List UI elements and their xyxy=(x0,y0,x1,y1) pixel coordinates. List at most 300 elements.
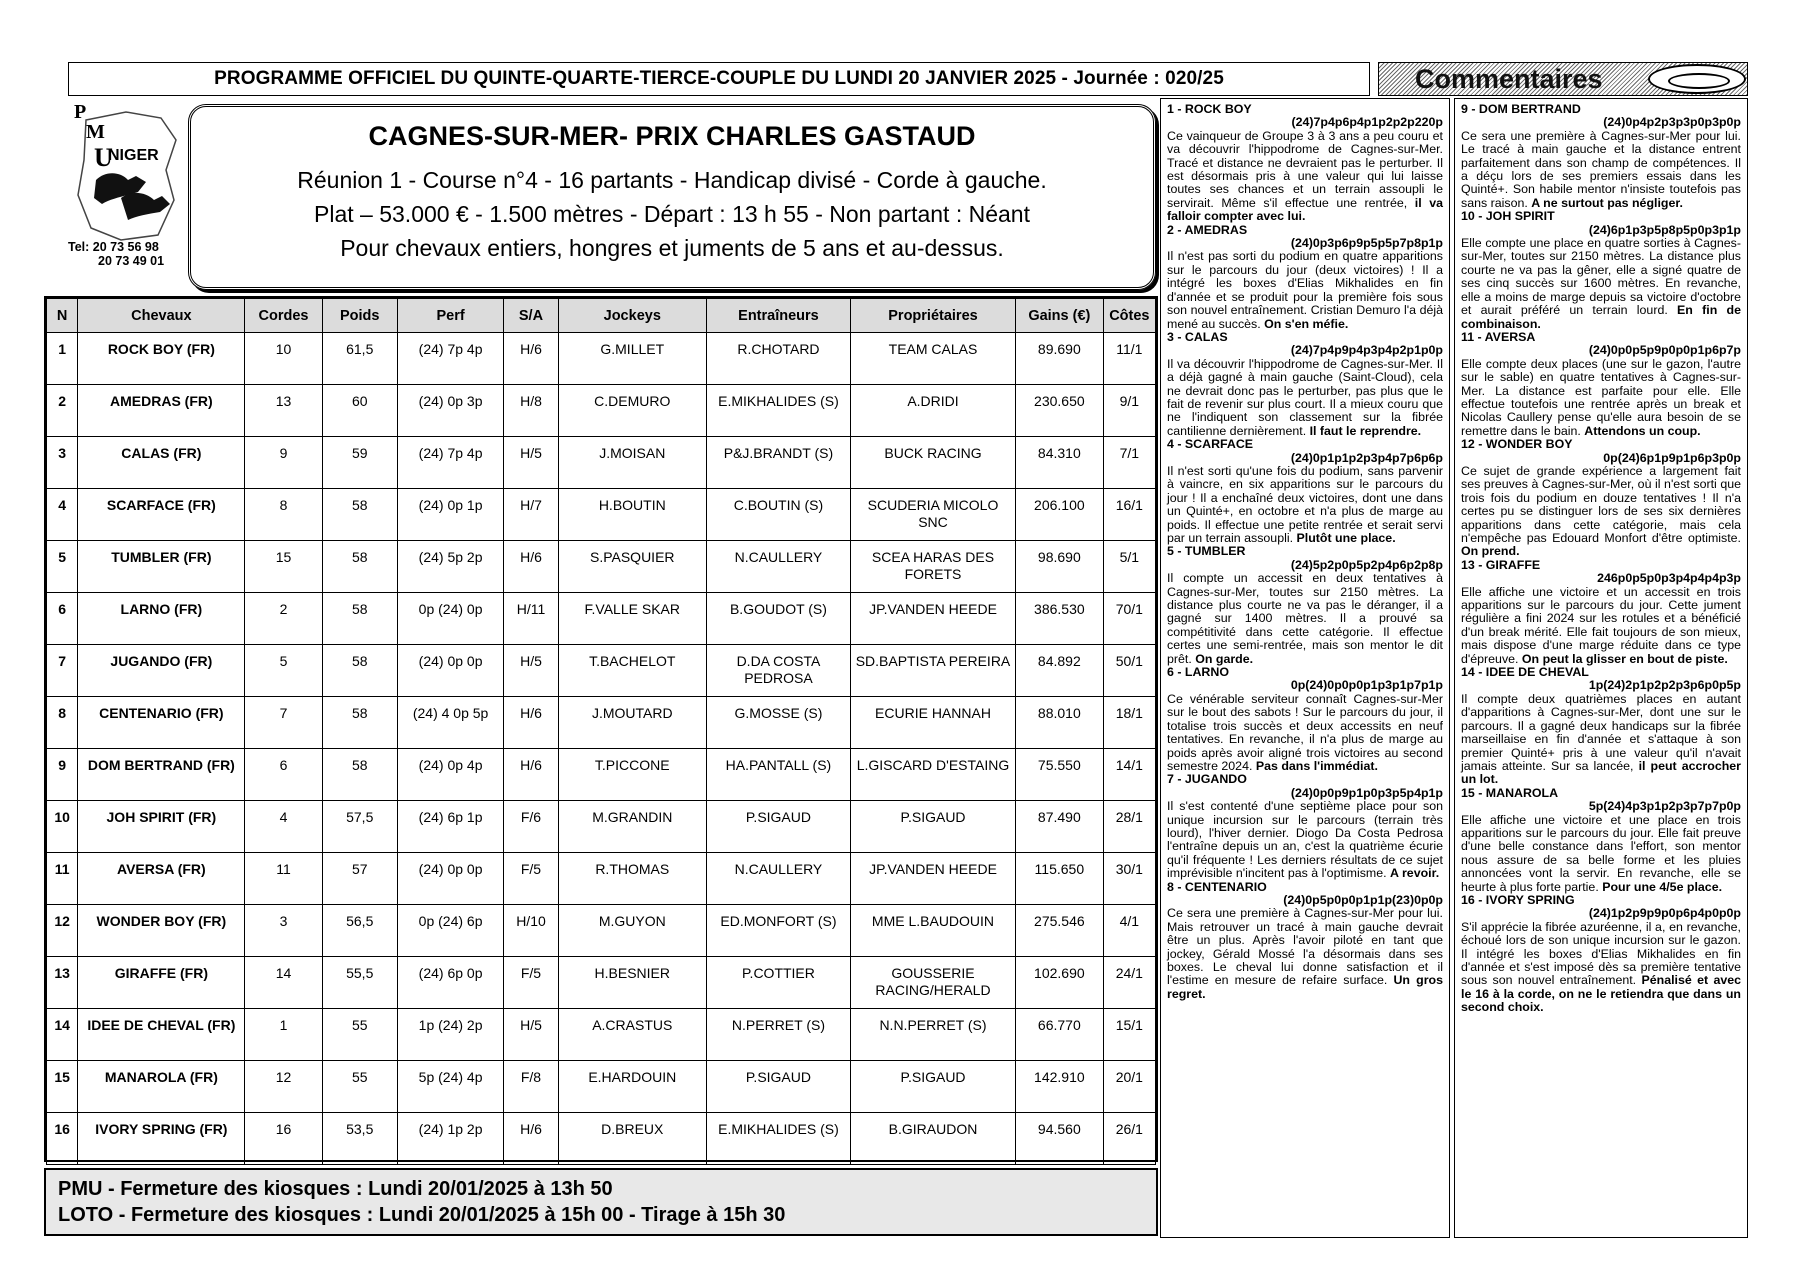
comment-verdict: On peut la glisser en bout de piste. xyxy=(1521,651,1728,666)
comment-entry xyxy=(1167,666,1443,773)
table-cell: 230.650 xyxy=(1015,385,1103,437)
comment-text: Il n'est sorti qu'une fois du podium, sans parvenir à vaincre, en six apparitions sur le parcours du jour ! Il a enchaîné deux victoires, dont une dans un Quinté+, en octobre et n'a plus de marge au poids. Il effectue une petite rentrée et serait servi par un terrain assoupli. Plutôt une place. xyxy=(1167,463,1443,545)
runners-table xyxy=(44,296,1158,1162)
comment-entry xyxy=(1461,559,1741,666)
table-cell: 58 xyxy=(322,645,397,697)
table-cell: 5p (24) 4p xyxy=(397,1061,504,1113)
column-header: N xyxy=(47,299,78,333)
svg-text:P: P xyxy=(74,101,87,123)
table-cell: (24) 4 0p 5p xyxy=(397,697,504,749)
column-header: Gains (€) xyxy=(1015,299,1103,333)
table-cell: 20/1 xyxy=(1103,1061,1155,1113)
table-cell: 4 xyxy=(245,801,322,853)
table-cell: H/6 xyxy=(504,1113,558,1165)
comment-verdict: Attendons un coup. xyxy=(1584,423,1701,438)
table-cell: 50/1 xyxy=(1103,645,1155,697)
table-cell: 3 xyxy=(47,437,78,489)
table-cell: H/6 xyxy=(504,333,558,385)
table-cell: H.BOUTIN xyxy=(558,489,706,541)
table-cell: 8 xyxy=(47,697,78,749)
table-cell: A.CRASTUS xyxy=(558,1009,706,1061)
table-cell: 70/1 xyxy=(1103,593,1155,645)
column-header: Poids xyxy=(322,299,397,333)
table-cell: P.SIGAUD xyxy=(706,801,850,853)
column-header: Côtes xyxy=(1103,299,1155,333)
table-cell: B.GIRAUDON xyxy=(851,1113,1016,1165)
table-cell: 84.310 xyxy=(1015,437,1103,489)
table-cell: (24) 0p 0p xyxy=(397,853,504,905)
table-cell: 14 xyxy=(47,1009,78,1061)
comment-text: Elle compte une place en quatre sorties à Cagnes-sur-Mer, toutes sur 2150 mètres. La distance plus courte ne va pas la gêner, elle a signé quatre de ses cinq succès sur 1600 mètres. En revanche, elle a moins de marge depuis sa victoire d'octobre et aurait préféré un terrain lourd. En fin de combinaison. xyxy=(1461,236,1741,331)
table-cell: (24) 0p 0p xyxy=(397,645,504,697)
table-cell: IDEE DE CHEVAL (FR) xyxy=(78,1009,245,1061)
table-cell: 2 xyxy=(245,593,322,645)
table-cell: 14 xyxy=(245,957,322,1009)
comment-verdict: Pour une 4/5e place. xyxy=(1602,879,1723,894)
table-cell: 58 xyxy=(322,697,397,749)
table-cell: 11 xyxy=(47,853,78,905)
table-cell: 55,5 xyxy=(322,957,397,1009)
column-header: Entraîneurs xyxy=(706,299,850,333)
comment-horse-name: 16 - IVORY SPRING xyxy=(1461,892,1575,907)
comment-verdict: il va falloir compter avec lui. xyxy=(1167,195,1443,224)
table-cell: N.CAULLERY xyxy=(706,853,850,905)
table-cell: 61,5 xyxy=(322,333,397,385)
table-cell: 115.650 xyxy=(1015,853,1103,905)
table-cell: (24) 0p 1p xyxy=(397,489,504,541)
comment-verdict: Un gros regret. xyxy=(1167,973,1443,1001)
table-cell: 275.546 xyxy=(1015,905,1103,957)
table-cell: 16 xyxy=(47,1113,78,1165)
comment-performance: (24)0p0p5p9p0p0p1p6p7p xyxy=(1588,343,1741,358)
table-row xyxy=(47,957,1156,1009)
table-row xyxy=(47,1061,1156,1113)
table-cell: J.MOISAN xyxy=(558,437,706,489)
table-row xyxy=(47,1009,1156,1061)
comment-text: Elle compte deux places (une sur le gazon, l'autre sur le sable) en quatre tentatives à Cagnes-sur-Mer. La distance est parfaite pour elle. Elle effectue toutefois une rentrée après un break et Nicolas Caullery pense qu'elle aura besoin de se remettre dans le bain. Attendons un coup. xyxy=(1461,356,1741,438)
table-cell: 28/1 xyxy=(1103,801,1155,853)
table-cell: 16/1 xyxy=(1103,489,1155,541)
table-cell: M.GUYON xyxy=(558,905,706,957)
table-cell: 87.490 xyxy=(1015,801,1103,853)
table-cell: CENTENARIO (FR) xyxy=(78,697,245,749)
comment-verdict: On garde. xyxy=(1195,651,1254,666)
svg-text:M: M xyxy=(86,121,105,143)
racing-logo-icon xyxy=(1648,64,1746,94)
table-cell: H.BESNIER xyxy=(558,957,706,1009)
comment-performance: (24)0p0p9p1p0p3p5p4p1p xyxy=(1290,785,1443,800)
comment-text: Il compte un accessit en deux tentatives à Cagnes-sur-Mer, toutes sur 2150 mètres. La distance plus courte ne va pas le déranger, il a gagné sur 1400 mètres. Il a prouvé sa compétitivité dans cette catégorie. Il effectue certes une semi-rentrée, mais son mentor le dit prêt. On garde. xyxy=(1167,571,1443,666)
comment-performance: 1p(24)2p1p2p2p3p6p0p5p xyxy=(1588,678,1741,693)
table-cell: 13 xyxy=(47,957,78,1009)
table-cell: 10 xyxy=(245,333,322,385)
column-header: Cordes xyxy=(245,299,322,333)
table-cell: 75.550 xyxy=(1015,749,1103,801)
comment-verdict: A ne surtout pas négliger. xyxy=(1531,195,1683,210)
comment-text: Il compte deux quatrièmes places en autant d'apparitions à Cagnes-sur-Mer, dont une sur le parcours. Il a gagné deux handicaps sur la fibrée marseillaise en fin d'année et s'attaque à son premier Quinté+ pris à une valeur qu'il n'avait jamais atteinte. Sur sa lancée, il peut accrocher un lot. xyxy=(1461,691,1741,787)
table-cell: 1 xyxy=(47,333,78,385)
comment-verdict: Pas dans l'immédiat. xyxy=(1255,758,1378,773)
table-cell: 13 xyxy=(245,385,322,437)
table-cell: BUCK RACING xyxy=(851,437,1016,489)
table-cell: 5/1 xyxy=(1103,541,1155,593)
table-cell: G.MILLET xyxy=(558,333,706,385)
table-cell: 26/1 xyxy=(1103,1113,1155,1165)
table-cell: 18/1 xyxy=(1103,697,1155,749)
table-cell: ECURIE HANNAH xyxy=(851,697,1016,749)
comment-entry xyxy=(1167,881,1443,1002)
table-cell: P&J.BRANDT (S) xyxy=(706,437,850,489)
table-row xyxy=(47,645,1156,697)
table-cell: 55 xyxy=(322,1061,397,1113)
comment-horse-name: 5 - TUMBLER xyxy=(1167,544,1246,559)
table-cell: H/5 xyxy=(504,1009,558,1061)
comment-performance: (24)7p4p6p4p1p2p2p220p xyxy=(1291,115,1443,130)
comment-text: Il s'est contenté d'une septième place pour son unique incursion sur le parcours (terrain très lourd), l'hiver dernier. Diogo Da Costa Pedrosa l'entraîne depuis un an, c'est la quatrième écurie qu'il fréquente ! Les derniers résultats de ce sujet imprévisible n'incitent pas à l'optimisme. A revoir. xyxy=(1167,799,1443,881)
table-cell: D.BREUX xyxy=(558,1113,706,1165)
table-cell: HA.PANTALL (S) xyxy=(706,749,850,801)
table-cell: 11/1 xyxy=(1103,333,1155,385)
table-cell: 6 xyxy=(245,749,322,801)
table-cell: H/5 xyxy=(504,645,558,697)
table-cell: T.BACHELOT xyxy=(558,645,706,697)
table-row xyxy=(47,801,1156,853)
comment-horse-name: 4 - SCARFACE xyxy=(1167,437,1254,452)
table-cell: G.MOSSE (S) xyxy=(706,697,850,749)
comment-performance: 0p(24)6p1p9p1p6p3p0p xyxy=(1603,450,1741,465)
comment-horse-name: 7 - JUGANDO xyxy=(1167,772,1247,787)
table-cell: B.GOUDOT (S) xyxy=(706,593,850,645)
table-row xyxy=(47,385,1156,437)
table-cell: ED.MONFORT (S) xyxy=(706,905,850,957)
table-cell: H/6 xyxy=(504,697,558,749)
table-cell: P.SIGAUD xyxy=(851,801,1016,853)
comment-entry xyxy=(1461,894,1741,1015)
table-cell: 58 xyxy=(322,593,397,645)
comment-entry xyxy=(1461,103,1741,210)
comment-performance: 0p(24)0p0p0p1p3p1p7p1p xyxy=(1290,678,1443,693)
table-row xyxy=(47,437,1156,489)
table-cell: 386.530 xyxy=(1015,593,1103,645)
comment-verdict: Il faut le reprendre. xyxy=(1309,423,1422,438)
table-cell: F.VALLE SKAR xyxy=(558,593,706,645)
pmu-closing: PMU - Fermeture des kiosques : Lundi 20/01/2025 à 13h 50 xyxy=(58,1178,613,1200)
comment-entry xyxy=(1167,545,1443,666)
table-cell: (24) 7p 4p xyxy=(397,437,504,489)
comment-text: Ce sujet de grande expérience a largement fait ses preuves à Cagnes-sur-Mer, où il n'est sorti que trois fois du podium en douze tentatives ! Il n'a certes pu se distinguer lors de ses six dernières apparitions dans cette catégorie, mais cela n'empêche pas Edouard Monfort d'être optimiste. On prend. xyxy=(1461,463,1741,559)
table-cell: P.COTTIER xyxy=(706,957,850,1009)
table-cell: 142.910 xyxy=(1015,1061,1103,1113)
comment-performance: (24)0p1p1p2p3p4p7p6p6p xyxy=(1290,450,1443,465)
table-cell: H/6 xyxy=(504,749,558,801)
comment-performance: (24)0p3p6p9p5p5p7p8p1p xyxy=(1290,236,1443,251)
table-cell: N.PERRET (S) xyxy=(706,1009,850,1061)
comment-performance: (24)0p4p2p3p3p0p3p0p xyxy=(1603,115,1741,130)
table-cell: 15 xyxy=(245,541,322,593)
comment-horse-name: 11 - AVERSA xyxy=(1461,329,1536,344)
table-cell: 15/1 xyxy=(1103,1009,1155,1061)
table-cell: 7/1 xyxy=(1103,437,1155,489)
comment-horse-name: 14 - IDEE DE CHEVAL xyxy=(1461,665,1589,680)
table-cell: 5 xyxy=(47,541,78,593)
table-cell: LARNO (FR) xyxy=(78,593,245,645)
comment-text: Elle affiche une victoire et une place en trois apparitions sur le parcours du jour. Elle fait preuve d'une belle constance dans l'effort, son mentor nous assure de sa belle forme et les pluies annoncées vont la servir. En revanche, elle se heurte à plus forte partie. Pour une 4/5e place. xyxy=(1461,812,1741,894)
comment-performance: 5p(24)4p3p1p2p3p7p7p0p xyxy=(1588,799,1741,814)
table-cell: 12 xyxy=(245,1061,322,1113)
table-cell: 58 xyxy=(322,541,397,593)
table-cell: P.SIGAUD xyxy=(706,1061,850,1113)
comment-horse-name: 8 - CENTENARIO xyxy=(1167,879,1267,894)
table-row xyxy=(47,905,1156,957)
table-cell: 53,5 xyxy=(322,1113,397,1165)
comment-verdict: En fin de combinaison. xyxy=(1461,303,1741,331)
table-row xyxy=(47,333,1156,385)
table-cell: H/7 xyxy=(504,489,558,541)
table-cell: 11 xyxy=(245,853,322,905)
table-cell: L.GISCARD D'ESTAING xyxy=(851,749,1016,801)
table-cell: DOM BERTRAND (FR) xyxy=(78,749,245,801)
table-cell: GIRAFFE (FR) xyxy=(78,957,245,1009)
comment-entry xyxy=(1167,438,1443,545)
table-cell: 24/1 xyxy=(1103,957,1155,1009)
table-row xyxy=(47,749,1156,801)
column-header: Perf xyxy=(397,299,504,333)
table-cell: IVORY SPRING (FR) xyxy=(78,1113,245,1165)
table-cell: AVERSA (FR) xyxy=(78,853,245,905)
table-cell: 9 xyxy=(245,437,322,489)
table-cell: 56,5 xyxy=(322,905,397,957)
table-cell: 6 xyxy=(47,593,78,645)
table-cell: R.CHOTARD xyxy=(706,333,850,385)
column-header: S/A xyxy=(504,299,558,333)
comment-text: Ce sera une première à Cagnes-sur-Mer pour lui. Mais retrouver un tracé à main gauche devrait être un plus. Après l'avoir piloté en tant que jockey, Gérald Mossé l'a désormais dans ses boxes. Le cheval lui donne satisfaction et il l'estime en mesure de refaire surface. Un gros regret. xyxy=(1167,906,1443,1001)
table-cell: J.MOUTARD xyxy=(558,697,706,749)
comment-horse-name: 10 - JOH SPIRIT xyxy=(1461,209,1555,224)
table-cell: JUGANDO (FR) xyxy=(78,645,245,697)
table-cell: 66.770 xyxy=(1015,1009,1103,1061)
comment-verdict: Plutôt une place. xyxy=(1296,531,1396,545)
comment-text: Ce vainqueur de Groupe 3 à 3 ans a peu couru et va découvrir l'hippodrome de Cagnes-sur-Mer. Tracé et distance ne devraient pas le perturber. Il est désormais pris à une valeur qui lui laisse toutes ses chances et un terrain assoupli le servirait. Même s'il effectue une rentrée, il va falloir compter avec lui. xyxy=(1167,128,1443,224)
table-cell: (24) 6p 1p xyxy=(397,801,504,853)
table-cell: T.PICCONE xyxy=(558,749,706,801)
table-cell: 9 xyxy=(47,749,78,801)
table-cell: P.SIGAUD xyxy=(851,1061,1016,1113)
comment-entry xyxy=(1461,666,1741,787)
table-cell: 14/1 xyxy=(1103,749,1155,801)
table-row xyxy=(47,593,1156,645)
comment-entry xyxy=(1461,210,1741,331)
comment-text: Ce vénérable serviteur connaît Cagnes-sur-Mer sur le bout des sabots ! Sur le parcours du jour, il totalise trois succès et deux accessits en neuf tentatives. En revanche, il n'a plus de marge au poids après avoir aligné trois victoires au second semestre 2024. Pas dans l'immédiat. xyxy=(1167,691,1443,773)
table-cell: SCEA HARAS DES FORETS xyxy=(851,541,1016,593)
comment-verdict: A revoir. xyxy=(1390,866,1440,881)
table-cell: 16 xyxy=(245,1113,322,1165)
comment-horse-name: 3 - CALAS xyxy=(1167,329,1228,344)
table-header-row xyxy=(47,299,1156,333)
table-cell: H/6 xyxy=(504,541,558,593)
table-cell: R.THOMAS xyxy=(558,853,706,905)
table-cell: H/8 xyxy=(504,385,558,437)
table-cell: 206.100 xyxy=(1015,489,1103,541)
column-header: Jockeys xyxy=(558,299,706,333)
table-cell: M.GRANDIN xyxy=(558,801,706,853)
table-cell: 57 xyxy=(322,853,397,905)
table-cell: F/8 xyxy=(504,1061,558,1113)
table-cell: D.DA COSTA PEDROSA xyxy=(706,645,850,697)
table-cell: TUMBLER (FR) xyxy=(78,541,245,593)
table-cell: 7 xyxy=(245,697,322,749)
table-row xyxy=(47,1113,1156,1165)
comments-column-2 xyxy=(1454,98,1748,1238)
comment-entry xyxy=(1461,787,1741,894)
column-header: Propriétaires xyxy=(851,299,1016,333)
table-cell: N.CAULLERY xyxy=(706,541,850,593)
comment-performance: (24)5p2p0p5p2p4p6p2p8p xyxy=(1290,557,1443,572)
table-body xyxy=(47,333,1156,1165)
comment-entry xyxy=(1461,331,1741,438)
comment-verdict: On prend. xyxy=(1461,544,1520,559)
comment-performance: (24)6p1p3p5p8p5p0p3p1p xyxy=(1588,222,1741,237)
table-cell: C.BOUTIN (S) xyxy=(706,489,850,541)
column-header: Chevaux xyxy=(78,299,245,333)
table-cell: (24) 6p 0p xyxy=(397,957,504,1009)
phone-numbers: Tel: 20 73 56 98 20 73 49 01 xyxy=(68,240,165,268)
table-cell: MME L.BAUDOUIN xyxy=(851,905,1016,957)
race-title: CAGNES-SUR-MER- PRIX CHARLES GASTAUD xyxy=(368,121,976,151)
table-cell: 102.690 xyxy=(1015,957,1103,1009)
table-cell: 30/1 xyxy=(1103,853,1155,905)
table-cell: 1p (24) 2p xyxy=(397,1009,504,1061)
comment-text: S'il apprécie la fibrée azuréenne, il a, en revanche, échoué lors de son unique incursion sur le gazon. Il intégré les boxes d'Elias Mikhalides en fin d'année et s'est imposé dès sa première tentative sous son nouvel entraînement. Pénalisé et avec le 16 à la corde, on ne le retiendra que dans un second choix. xyxy=(1461,919,1742,1015)
comment-entry xyxy=(1167,224,1443,331)
table-cell: F/6 xyxy=(504,801,558,853)
table-cell: 3 xyxy=(245,905,322,957)
table-cell: AMEDRAS (FR) xyxy=(78,385,245,437)
table-cell: 58 xyxy=(322,749,397,801)
table-cell: 55 xyxy=(322,1009,397,1061)
table-cell: 15 xyxy=(47,1061,78,1113)
race-info-box xyxy=(188,104,1156,290)
table-cell: (24) 0p 4p xyxy=(397,749,504,801)
table-cell: 10 xyxy=(47,801,78,853)
table-cell: E.MIKHALIDES (S) xyxy=(706,385,850,437)
table-cell: GOUSSERIE RACING/HERALD xyxy=(851,957,1016,1009)
table-cell: N.N.PERRET (S) xyxy=(851,1009,1016,1061)
comment-horse-name: 9 - DOM BERTRAND xyxy=(1461,102,1581,116)
table-cell: 59 xyxy=(322,437,397,489)
race-line-2: Plat – 53.000 € - 1.500 mètres - Départ : 13 h 55 - Non partant : Néant xyxy=(314,201,1030,227)
table-cell: 9/1 xyxy=(1103,385,1155,437)
closing-times-footer xyxy=(44,1168,1158,1236)
comment-horse-name: 13 - GIRAFFE xyxy=(1461,557,1541,572)
table-cell: SCARFACE (FR) xyxy=(78,489,245,541)
comment-performance: (24)1p2p9p9p0p6p4p0p0p xyxy=(1588,906,1741,921)
table-cell: TEAM CALAS xyxy=(851,333,1016,385)
table-cell: JP.VANDEN HEEDE xyxy=(851,853,1016,905)
comment-text: Il n'est pas sorti du podium en quatre apparitions sur le parcours du jour (deux victoires) ! Il a intégré les boxes d'Elias Mikhalides en fin d'année et se produit pour la première fois sous son nouvel entraînement. Cristian Demuro l'a déjà mené au succès. On s'en méfie. xyxy=(1167,249,1443,331)
table-cell: 5 xyxy=(245,645,322,697)
comment-entry xyxy=(1461,438,1741,559)
table-cell: 84.892 xyxy=(1015,645,1103,697)
svg-text:U: U xyxy=(94,143,113,172)
table-row xyxy=(47,489,1156,541)
table-cell: 58 xyxy=(322,489,397,541)
table-cell: WONDER BOY (FR) xyxy=(78,905,245,957)
table-cell: E.HARDOUIN xyxy=(558,1061,706,1113)
table-cell: 0p (24) 6p xyxy=(397,905,504,957)
table-cell: S.PASQUIER xyxy=(558,541,706,593)
table-cell: SCUDERIA MICOLO SNC xyxy=(851,489,1016,541)
comment-entry xyxy=(1167,103,1443,224)
race-line-3: Pour chevaux entiers, hongres et juments de 5 ans et au-dessus. xyxy=(340,235,1004,261)
pmu-niger-logo xyxy=(66,100,184,260)
table-cell: C.DEMURO xyxy=(558,385,706,437)
table-cell: (24) 7p 4p xyxy=(397,333,504,385)
table-cell: F/5 xyxy=(504,853,558,905)
race-line-1: Réunion 1 - Course n°4 - 16 partants - Handicap divisé - Corde à gauche. xyxy=(297,167,1047,193)
table-cell: 12 xyxy=(47,905,78,957)
comment-entry xyxy=(1167,331,1443,438)
table-cell: 57,5 xyxy=(322,801,397,853)
table-cell: H/10 xyxy=(504,905,558,957)
table-cell: 98.690 xyxy=(1015,541,1103,593)
comment-text: Ce sera une première à Cagnes-sur-Mer pour lui. Le tracé à main gauche et la distance entrent parfaitement dans son champ de compétences. Il a déçu lors de ses premiers essais dans les Quinté+. Son habile mentor n'insiste toutefois pas sans raison. A ne surtout pas négliger. xyxy=(1461,128,1741,210)
comment-performance: (24)0p5p0p0p1p1p(23)0p0p xyxy=(1283,892,1443,907)
comment-entry xyxy=(1167,773,1443,880)
table-cell: (24) 0p 3p xyxy=(397,385,504,437)
comment-horse-name: 6 - LARNO xyxy=(1167,665,1229,680)
table-cell: MANAROLA (FR) xyxy=(78,1061,245,1113)
table-cell: H/5 xyxy=(504,437,558,489)
table-row xyxy=(47,697,1156,749)
table-cell: 4/1 xyxy=(1103,905,1155,957)
table-row xyxy=(47,541,1156,593)
comment-verdict: On s'en méfie. xyxy=(1264,316,1349,331)
comment-horse-name: 12 - WONDER BOY xyxy=(1461,437,1573,452)
table-cell: 4 xyxy=(47,489,78,541)
table-cell: SD.BAPTISTA PEREIRA xyxy=(851,645,1016,697)
table-cell: (24) 5p 2p xyxy=(397,541,504,593)
table-cell: F/5 xyxy=(504,957,558,1009)
table-cell: E.MIKHALIDES (S) xyxy=(706,1113,850,1165)
comment-performance: 246p0p5p0p3p4p4p4p3p xyxy=(1597,571,1741,586)
table-cell: H/11 xyxy=(504,593,558,645)
loto-closing: LOTO - Fermeture des kiosques : Lundi 20/01/2025 à 15h 00 - Tirage à 15h 30 xyxy=(58,1204,786,1226)
table-row xyxy=(47,853,1156,905)
table-cell: ROCK BOY (FR) xyxy=(78,333,245,385)
table-cell: JOH SPIRIT (FR) xyxy=(78,801,245,853)
table-cell: CALAS (FR) xyxy=(78,437,245,489)
table-cell: 60 xyxy=(322,385,397,437)
svg-text:NIGER: NIGER xyxy=(108,147,159,164)
comment-verdict: il peut accrocher un lot. xyxy=(1461,758,1741,787)
comments-column-1 xyxy=(1160,98,1450,1238)
table-cell: 94.560 xyxy=(1015,1113,1103,1165)
comment-performance: (24)7p4p9p4p3p4p2p1p0p xyxy=(1290,343,1443,358)
table-cell: 0p (24) 0p xyxy=(397,593,504,645)
comment-horse-name: 15 - MANAROLA xyxy=(1461,785,1559,800)
program-title: PROGRAMME OFFICIEL DU QUINTE-QUARTE-TIERCE-COUPLE DU LUNDI 20 JANVIER 2025 - Journée : 020/25 xyxy=(68,62,1370,96)
comment-text: Il va découvrir l'hippodrome de Cagnes-sur-Mer. Il a déjà gagné à main gauche (Saint-Cloud), cela ne devrait donc pas le perturber, pas plus que le fait de revenir sur plus court. Il a mieux couru que ne l'indiquent son classement sur la fibrée cantilienne dernièrement. Il faut le reprendre. xyxy=(1167,356,1443,438)
table-cell: 88.010 xyxy=(1015,697,1103,749)
table-cell: (24) 1p 2p xyxy=(397,1113,504,1165)
table-cell: 1 xyxy=(245,1009,322,1061)
comment-horse-name: 1 - ROCK BOY xyxy=(1167,102,1252,116)
comment-horse-name: 2 - AMEDRAS xyxy=(1167,222,1248,237)
table-cell: 2 xyxy=(47,385,78,437)
table-cell: 89.690 xyxy=(1015,333,1103,385)
comments-heading: Commentaires xyxy=(1378,62,1748,96)
comment-verdict: Pénalisé et avec le 16 à la corde, on ne le retiendra que dans un second choix. xyxy=(1461,973,1742,1015)
